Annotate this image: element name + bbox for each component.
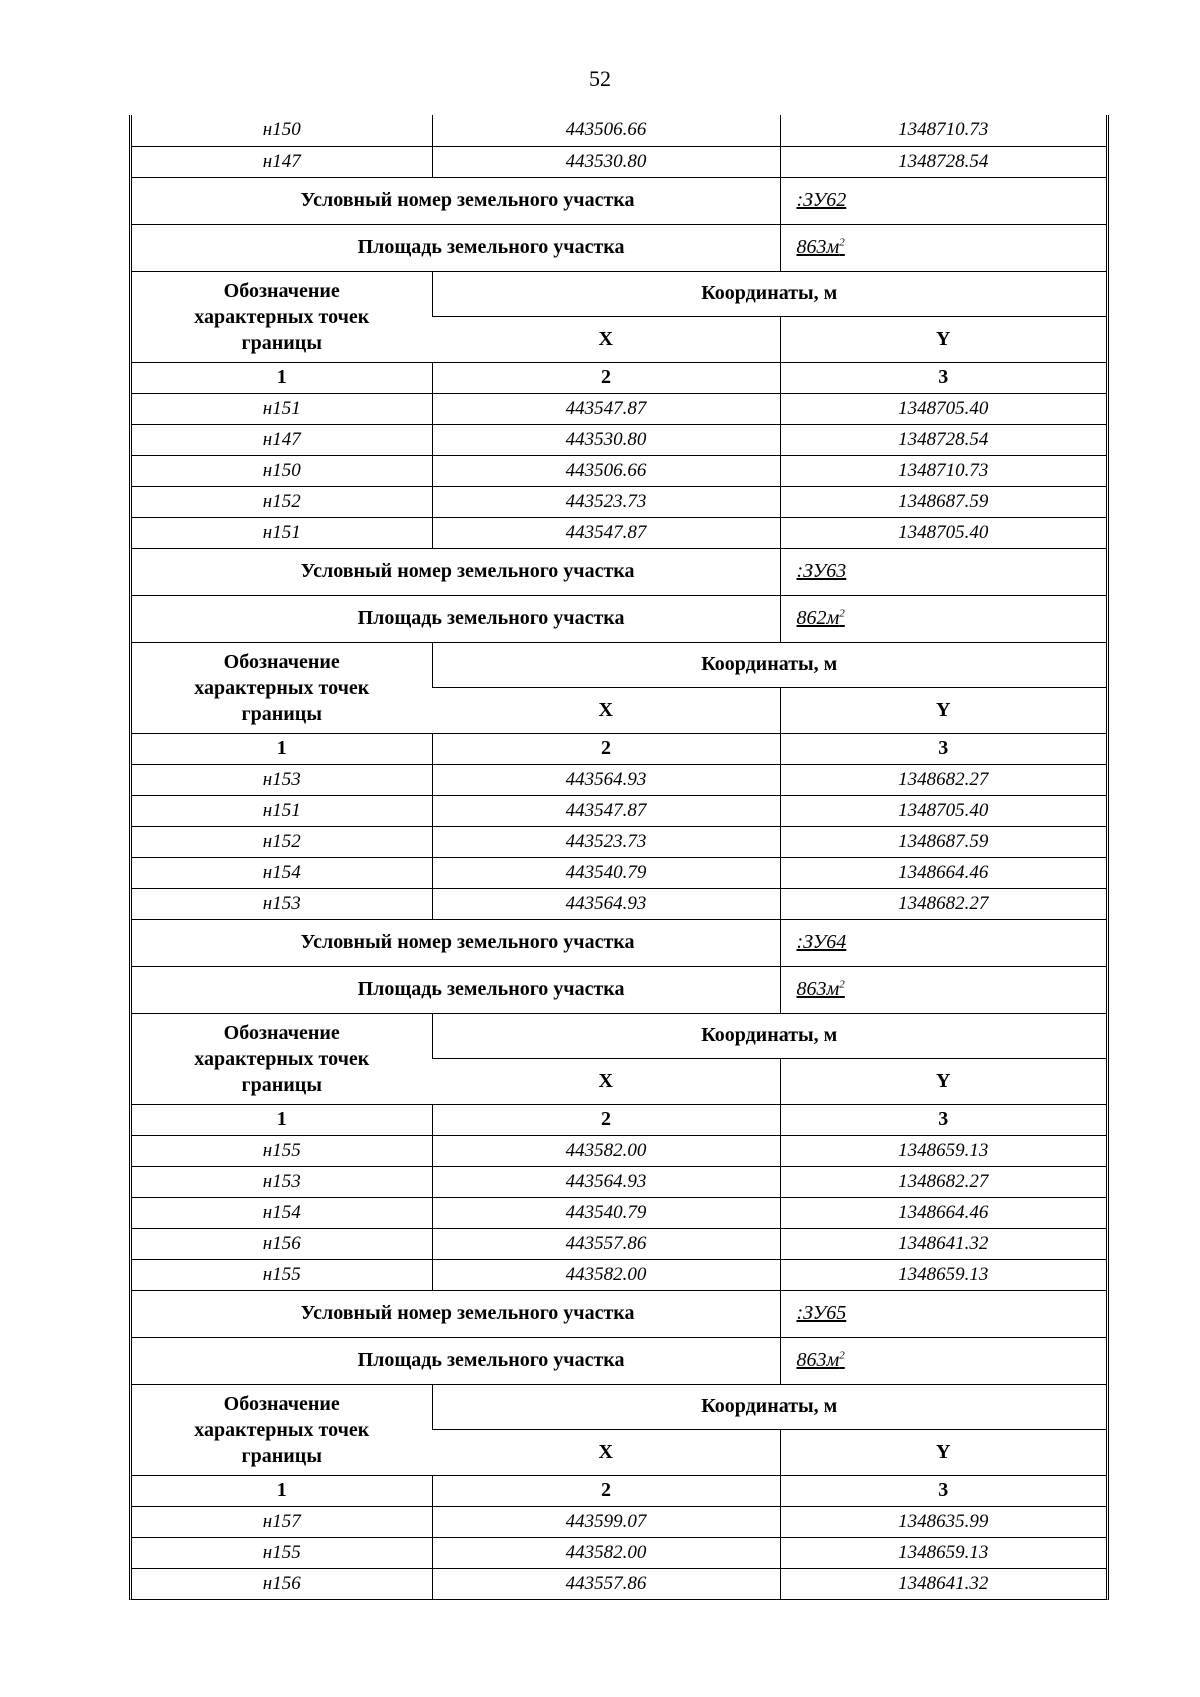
coordinate-x: 443564.93 [432,1166,780,1197]
designation-header: Обозначение характерных точек границы [132,271,432,362]
coordinate-x: 443506.66 [432,115,780,146]
parcel-number-value: :ЗУ65 [780,1290,1106,1337]
parcel-number-row [132,919,1106,966]
table-row [132,1135,1106,1166]
point-designation: н154 [132,857,432,888]
point-designation: н152 [132,486,432,517]
coordinates-header: Координаты, м [432,1013,1106,1058]
table-row [132,486,1106,517]
table-row [132,857,1106,888]
coordinate-x: 443564.93 [432,764,780,795]
parcel-area-label: Площадь земельного участка [132,224,780,271]
coordinate-x: 443523.73 [432,486,780,517]
coordinate-x: 443557.86 [432,1568,780,1599]
coordinate-y: 1348682.27 [780,1166,1106,1197]
column-number: 1 [132,362,432,393]
coordinate-x: 443530.80 [432,424,780,455]
parcel-number-row [132,548,1106,595]
table-row [132,1166,1106,1197]
table-row [132,115,1106,146]
area-unit: м [826,978,840,1000]
parcel-number-value: :ЗУ63 [780,548,1106,595]
point-designation: н147 [132,146,432,177]
table-row [132,393,1106,424]
area-exponent: 2 [839,978,845,991]
area-number: 862 [796,607,827,629]
x-header: X [432,687,780,733]
coordinate-y: 1348687.59 [780,486,1106,517]
point-designation: н155 [132,1135,432,1166]
area-number: 863 [796,236,827,258]
coordinate-x: 443547.87 [432,393,780,424]
designation-header: Обозначение характерных точек границы [132,642,432,733]
point-designation: н157 [132,1506,432,1537]
point-designation: н152 [132,826,432,857]
parcel-number-value: :ЗУ64 [780,919,1106,966]
coordinates-header: Координаты, м [432,271,1106,316]
coordinate-x: 443540.79 [432,1197,780,1228]
coordinate-x: 443557.86 [432,1228,780,1259]
parcel-area-label: Площадь земельного участка [132,595,780,642]
designation-header: Обозначение характерных точек границы [132,1013,432,1104]
parcel-number-row [132,1290,1106,1337]
x-header: X [432,316,780,362]
point-designation: н155 [132,1537,432,1568]
column-numbers-row [132,1475,1106,1506]
coordinate-y: 1348705.40 [780,393,1106,424]
table-row [132,1228,1106,1259]
x-header: X [432,1429,780,1475]
table-row [132,1537,1106,1568]
coordinate-y: 1348664.46 [780,1197,1106,1228]
column-number: 2 [432,1475,780,1506]
coordinate-y: 1348728.54 [780,424,1106,455]
header-row [132,642,1106,687]
header-row [132,1384,1106,1429]
y-header: Y [780,1058,1106,1104]
point-designation: н150 [262,119,301,141]
y-header: Y [780,687,1106,733]
coordinate-y: 1348710.73 [780,455,1106,486]
point-designation: н156 [132,1228,432,1259]
parcel-area-row [132,595,1106,642]
table-row [132,455,1106,486]
parcel-number-label: Условный номер земельного участка [132,177,780,224]
coordinate-y: 1348687.59 [780,826,1106,857]
coordinates-table [132,115,1106,1599]
column-number: 2 [432,362,780,393]
table-row [132,1506,1106,1537]
table-row [132,1568,1106,1599]
coordinate-y: 1348728.54 [780,146,1106,177]
coordinate-y: 1348682.27 [780,888,1106,919]
point-designation: н154 [132,1197,432,1228]
column-number: 1 [132,733,432,764]
page-number: 52 [589,66,611,91]
coordinates-header: Координаты, м [432,642,1106,687]
point-designation: н156 [132,1568,432,1599]
header-row [132,1013,1106,1058]
table-row [132,1259,1106,1290]
area-unit: м [826,236,840,258]
coordinate-y: 1348659.13 [780,1135,1106,1166]
area-unit: м [826,1349,840,1371]
point-designation: н153 [132,1166,432,1197]
table-row [132,424,1106,455]
table-row [132,517,1106,548]
column-number: 3 [780,362,1106,393]
column-number: 1 [132,1104,432,1135]
coordinates-document [129,115,1109,1600]
table-row [132,826,1106,857]
area-exponent: 2 [839,1349,845,1362]
parcel-number-label: Условный номер земельного участка [132,548,780,595]
coordinate-y: 1348641.32 [780,1228,1106,1259]
coordinate-x: 443564.93 [432,888,780,919]
table-row [132,764,1106,795]
coordinate-y: 1348659.13 [780,1537,1106,1568]
table-row [132,795,1106,826]
parcel-area-label: Площадь земельного участка [132,966,780,1013]
parcel-area-value [780,1337,1106,1384]
area-number: 863 [796,978,827,1000]
parcel-number-row [132,177,1106,224]
column-number: 2 [432,733,780,764]
table-row [132,146,1106,177]
column-number: 3 [780,1475,1106,1506]
point-designation: н153 [132,764,432,795]
parcel-area-value [780,595,1106,642]
point-designation: н155 [132,1259,432,1290]
point-designation: н150 [132,455,432,486]
column-numbers-row [132,733,1106,764]
header-row [132,271,1106,316]
coordinate-x: 443582.00 [432,1537,780,1568]
parcel-area-row [132,1337,1106,1384]
area-number: 863 [796,1349,827,1371]
coordinate-x: 443547.87 [432,795,780,826]
column-numbers-row [132,1104,1106,1135]
y-header: Y [780,1429,1106,1475]
area-unit: м [826,607,840,629]
x-header: X [432,1058,780,1104]
parcel-number-label: Условный номер земельного участка [132,1290,780,1337]
column-number: 3 [780,733,1106,764]
point-designation: н153 [132,888,432,919]
parcel-area-label: Площадь земельного участка [132,1337,780,1384]
parcel-number-value: :ЗУ62 [780,177,1106,224]
coordinate-y: 1348705.40 [780,795,1106,826]
coordinate-x: 443540.79 [432,857,780,888]
column-number: 2 [432,1104,780,1135]
coordinate-y: 1348659.13 [780,1259,1106,1290]
coordinate-x: 443582.00 [432,1259,780,1290]
point-designation: н151 [132,517,432,548]
parcel-area-value [780,966,1106,1013]
y-header: Y [780,316,1106,362]
parcel-number-label: Условный номер земельного участка [132,919,780,966]
coordinate-y: 1348641.32 [780,1568,1106,1599]
coordinate-x: 443523.73 [432,826,780,857]
point-designation: н147 [132,424,432,455]
coordinate-x: 443599.07 [432,1506,780,1537]
coordinate-x: 443582.00 [432,1135,780,1166]
coordinate-y: 1348635.99 [780,1506,1106,1537]
coordinate-y: 1348664.46 [780,857,1106,888]
area-exponent: 2 [839,236,845,249]
coordinate-y: 1348710.73 [780,115,1106,146]
coordinate-y: 1348705.40 [780,517,1106,548]
coordinate-x: 443506.66 [432,455,780,486]
parcel-area-row [132,224,1106,271]
parcel-area-value [780,224,1106,271]
designation-header: Обозначение характерных точек границы [132,1384,432,1475]
coordinate-x: 443547.87 [432,517,780,548]
column-number: 3 [780,1104,1106,1135]
coordinate-y: 1348682.27 [780,764,1106,795]
point-designation: н151 [132,393,432,424]
column-numbers-row [132,362,1106,393]
point-designation: н151 [132,795,432,826]
table-row [132,888,1106,919]
coordinate-x: 443530.80 [432,146,780,177]
table-row [132,1197,1106,1228]
parcel-area-row [132,966,1106,1013]
area-exponent: 2 [839,607,845,620]
coordinates-header: Координаты, м [432,1384,1106,1429]
column-number: 1 [132,1475,432,1506]
